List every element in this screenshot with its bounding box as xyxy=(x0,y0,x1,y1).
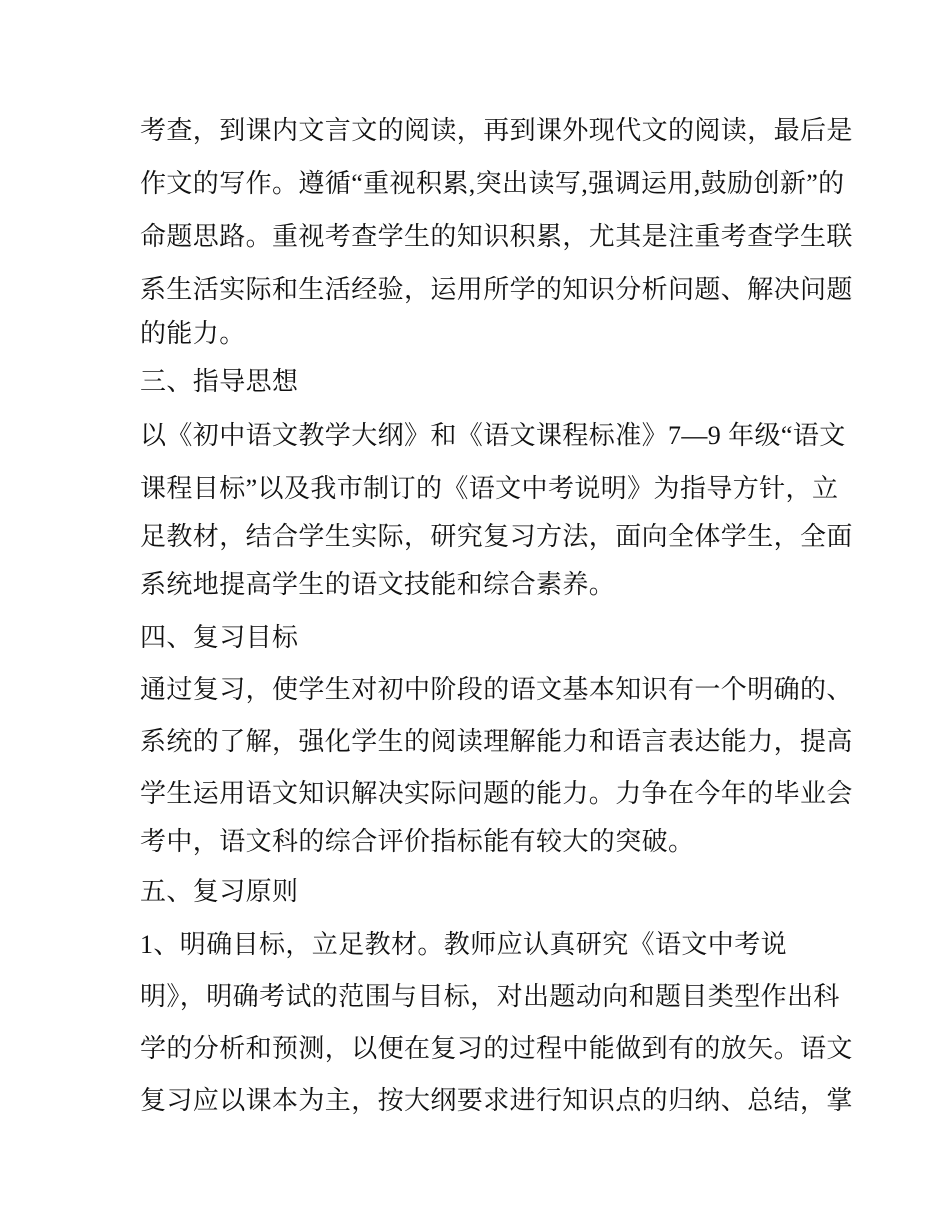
paragraph-line: 1、明确目标，立足教材。教师应认真研究《语文中考说 xyxy=(140,930,788,959)
paragraph-line: 学的分析和预测，以便在复习的过程中能做到有的放矢。语文 xyxy=(140,1034,853,1063)
paragraph-line: 考查，到课内文言文的阅读，再到课外现代文的阅读，最后是 xyxy=(140,116,853,145)
paragraph-line: 作文的写作。遵循“重视积累,突出读写,强调运用,鼓励创新”的 xyxy=(140,169,845,198)
paragraph-line: 通过复习，使学生对初中阶段的语文基本知识有一个明确的、 xyxy=(140,675,853,704)
paragraph-line: 明》，明确考试的范围与目标，对出题动向和题目类型作出科 xyxy=(140,982,840,1011)
paragraph-line: 命题思路。重视考查学生的知识积累，尤其是注重考查学生联 xyxy=(140,222,853,251)
paragraph-line: 足教材，结合学生实际，研究复习方法，面向全体学生，全面 xyxy=(140,522,853,551)
paragraph-line: 学生运用语文知识解决实际问题的能力。力争在今年的毕业会 xyxy=(140,779,853,808)
paragraph-line: 以《初中语文教学大纲》和《语文课程标准》7—9 年级“语文 xyxy=(140,421,846,450)
paragraph-line: 复习应以课本为主，按大纲要求进行知识点的归纳、总结，掌 xyxy=(140,1086,853,1115)
paragraph-line: 课程目标”以及我市制订的《语文中考说明》为指导方针，立 xyxy=(140,474,839,503)
section-heading: 四、复习目标 xyxy=(140,623,299,652)
paragraph-line: 系统地提高学生的语文技能和综合素养。 xyxy=(140,570,616,599)
paragraph-line: 的能力。 xyxy=(140,319,246,348)
section-heading: 五、复习原则 xyxy=(140,877,299,906)
paragraph-line: 系生活实际和生活经验，运用所学的知识分析问题、解决问题 xyxy=(140,275,853,304)
section-heading: 三、指导思想 xyxy=(140,367,299,396)
paragraph-line: 系统的了解，强化学生的阅读理解能力和语言表达能力，提高 xyxy=(140,727,853,756)
paragraph-line: 考中，语文科的综合评价指标能有较大的突破。 xyxy=(140,827,695,856)
